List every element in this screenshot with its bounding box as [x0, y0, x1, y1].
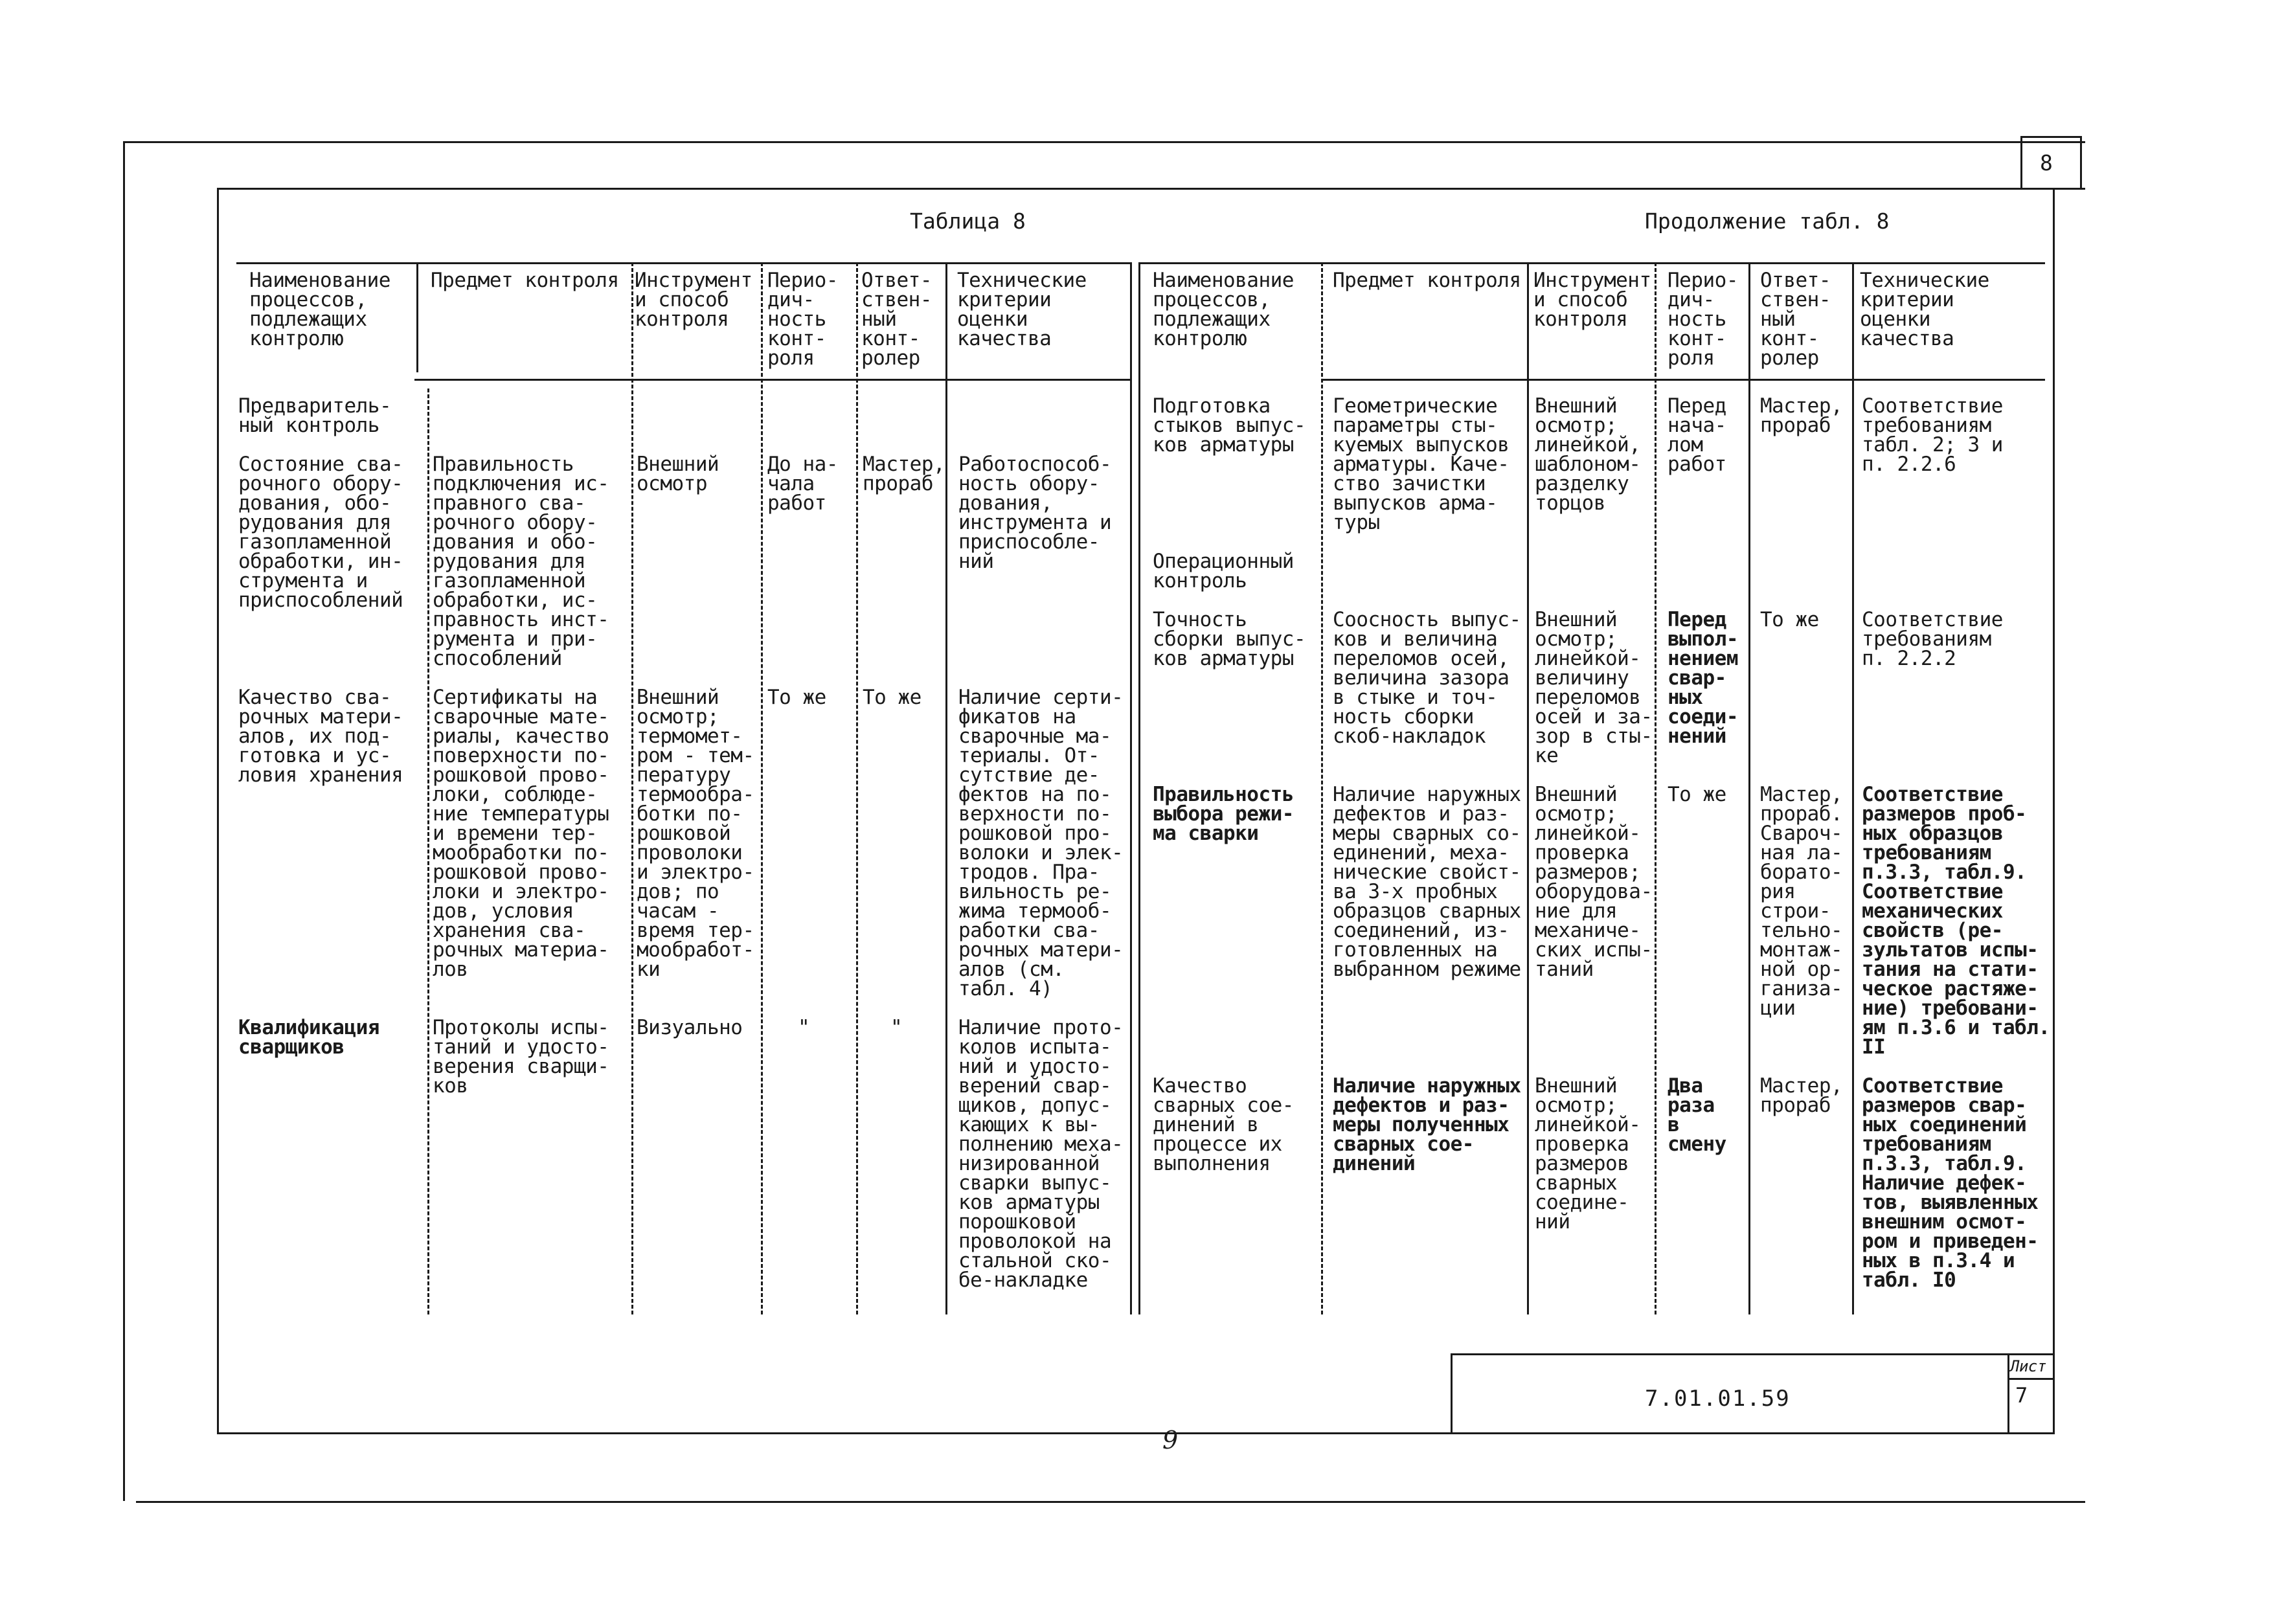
stamp-left-line — [1451, 1353, 1453, 1434]
stamp-sheet-label: Лист — [2010, 1357, 2046, 1375]
right-col-line-3 — [1655, 262, 1656, 1314]
left-header-period: Перио- дич- ность конт- роля — [767, 269, 838, 370]
right-col-line-1 — [1321, 262, 1323, 1314]
left-row3-subject: Протоколы испы- таний и удосто- верения сварщи- ков — [433, 1016, 609, 1098]
left-header-responsible: Ответ- ствен- ный конт- ролер — [861, 269, 932, 370]
right-row2-responsible: То же — [1760, 608, 1819, 631]
corner-box-top — [2020, 136, 2082, 138]
left-row1-process: Состояние сва- рочного обору- дования, обо- рудования для газопламенной обработки, ин- струмента и приспособлений — [238, 453, 403, 612]
right-row1-responsible: Мастер, прораб — [1760, 394, 1843, 437]
left-col-line-3 — [761, 262, 763, 1314]
right-header-process: Наименование процессов, подлежащих контролю — [1153, 269, 1294, 350]
left-row2-tool: Внешний осмотр; термомет- ром - тем- пературу термообра- ботки по- рошковой проволоки и электро- дов; по часам - время тер- мообработ- ки — [637, 686, 754, 981]
left-header-bottom-line — [414, 379, 1130, 381]
left-col-line-1b — [427, 389, 429, 1314]
right-table-caption: Продолжение табл. 8 — [1645, 209, 1890, 234]
right-row1-subject: Геометрические параметры сты- куемых выпусков арматуры. Каче- ство зачистки выпусков арма- туры — [1333, 394, 1509, 534]
right-row3-responsible: Мастер, прораб. Свароч- ная ла- борато- рия строи- тельно- монтаж- ной ор- ганиза- ции — [1760, 783, 1843, 1020]
right-section-operational: Операционный контроль — [1153, 550, 1294, 592]
left-col-line-5 — [945, 262, 947, 1314]
stamp-sheet-number: 7 — [2015, 1383, 2028, 1408]
left-row1-tool: Внешний осмотр — [637, 453, 719, 495]
stamp-sheet-divider — [2007, 1353, 2009, 1434]
right-row4-subject: Наличие наружных дефектов и раз- меры полученных сварных сое- динений — [1333, 1074, 1521, 1175]
right-row1-process: Подготовка стыков выпус- ков арматуры — [1153, 394, 1306, 457]
left-row3-period: " — [798, 1016, 810, 1039]
right-header-top-line — [1138, 262, 2045, 264]
inner-frame-top — [217, 188, 2085, 190]
left-row3-criteria: Наличие прото- колов испыта- ний и удосто- верений свар- щиков, допус- кающих к вы- полнению меха- низированной сварки выпус- ков арматуры порошковой проволокой на стальной ско- бе-накладке — [958, 1016, 1124, 1292]
right-row1-criteria: Соответствие требованиям табл. 2; 3 и п. 2.2.6 — [1862, 394, 2003, 476]
left-header-tool: Инструмент и способ контроля — [635, 269, 752, 331]
stamp-document-code: 7.01.01.59 — [1645, 1386, 1791, 1412]
left-col-line-1 — [416, 262, 418, 372]
inner-frame-right — [2053, 188, 2055, 1434]
left-header-subject: Предмет контроля — [431, 269, 619, 292]
right-row4-criteria: Соответствие размеров свар- ных соединений требованиям п.3.3, табл.9. Наличие дефек- тов, выявленных внешним осмот- ром и приведен- ных в п.3.4 и табл. I0 — [1862, 1074, 2039, 1292]
right-col-line-2 — [1527, 262, 1529, 1314]
left-row2-subject: Сертификаты на сварочные мате- риалы, качество поверхности по- рошковой прово- локи, соблюде- ние температуры и времени тер- мообработки по- рошковой прово- локи и электро- дов, условия хранения сва- рочных материа- лов — [433, 686, 609, 981]
right-row3-criteria: Соответствие размеров проб- ных образцов требованиям п.3.3, табл.9. Соответствие механических свойств (ре- зультатов испы- тания на стати- ческое растяже- ние) требовани- ям п.3.6 и табл. II — [1862, 783, 2050, 1059]
left-table-caption: Таблица 8 — [910, 209, 1026, 234]
inner-frame-bottom — [217, 1432, 2055, 1434]
right-header-responsible: Ответ- ствен- ный конт- ролер — [1760, 269, 1831, 370]
left-row3-tool: Визуально — [637, 1016, 743, 1039]
bottom-page-number: 9 — [1162, 1426, 1179, 1454]
right-col-line-4 — [1748, 262, 1750, 1314]
right-header-bottom-line — [1321, 379, 2045, 381]
left-row2-process: Качество сва- рочных матери- алов, их под- готовка и ус- ловия хранения — [238, 686, 403, 787]
right-row3-period: То же — [1668, 783, 1726, 806]
right-header-subject: Предмет контроля — [1333, 269, 1521, 292]
left-row1-period: До на- чала работ — [767, 453, 838, 515]
right-header-period: Перио- дич- ность конт- роля — [1668, 269, 1738, 370]
right-row3-process: Правильность выбора режи- ма сварки — [1153, 783, 1294, 845]
inner-frame-left — [217, 188, 219, 1434]
right-header-tool: Инструмент и способ контроля — [1533, 269, 1651, 331]
left-row3-responsible: " — [890, 1016, 903, 1039]
right-row3-subject: Наличие наружных дефектов и раз- меры сварных со- единений, меха- нические свойст- ва 3-х пробных образцов сварных соединений, из- готовленных на выбранном режиме — [1333, 783, 1521, 981]
left-row3-process: Квалификация сварщиков — [238, 1016, 379, 1059]
outer-frame-bottom — [136, 1501, 2085, 1503]
right-row2-tool: Внешний осмотр; линейкой- величину переломов осей и за- зор в сты- ке — [1535, 608, 1653, 767]
left-header-top-line — [236, 262, 1130, 264]
right-row4-responsible: Мастер, прораб — [1760, 1074, 1843, 1117]
right-row2-criteria: Соответствие требованиям п. 2.2.2 — [1862, 608, 2003, 670]
right-row1-period: Перед нача- лом работ — [1668, 394, 1726, 476]
left-row2-period: То же — [767, 686, 826, 709]
stamp-top-line — [1451, 1353, 2053, 1355]
outer-frame-top — [123, 141, 2085, 143]
left-row1-subject: Правильность подключения ис- правного сва- рочного обору- дования и обо- рудования для газопламенной обработки, ис- правность инст- румента и при- способлений — [433, 453, 609, 670]
left-col-line-2 — [631, 262, 633, 1314]
right-table-left-border — [1138, 262, 1140, 1314]
right-row2-period: Перед выпол- нением свар- ных соеди- нений — [1668, 608, 1738, 748]
left-section-preliminary: Предваритель- ный контроль — [238, 394, 392, 437]
left-row2-criteria: Наличие серти- фикатов на сварочные ма- териалы. От- сутствие де- фектов на по- верхности по- рошковой про- волоки и элек- тродов. Пра- вильность ре- жима термооб- работки сва- рочных матери- алов (см. табл. 4) — [958, 686, 1124, 1000]
corner-box-right — [2080, 136, 2082, 188]
left-table-right-border — [1130, 262, 1132, 1314]
left-row1-responsible: Мастер, прораб — [863, 453, 945, 495]
left-row2-responsible: То же — [863, 686, 922, 709]
corner-box-left — [2020, 136, 2022, 188]
right-col-line-5 — [1852, 262, 1854, 1314]
outer-frame-left — [123, 141, 125, 1501]
right-row4-period: Два раза в смену — [1668, 1074, 1726, 1156]
right-header-criteria: Технические критерии оценки качества — [1860, 269, 1989, 350]
right-row4-process: Качество сварных сое- динений в процессе их выполнения — [1153, 1074, 1294, 1175]
right-row1-tool: Внешний осмотр; линейкой, шаблоном- разделку торцов — [1535, 394, 1641, 515]
corner-page-number: 8 — [2040, 150, 2053, 175]
left-row1-criteria: Работоспособ- ность обору- дования, инструмента и приспособле- ний — [958, 453, 1112, 573]
stamp-sheet-mid — [2007, 1378, 2053, 1380]
right-row4-tool: Внешний осмотр; линейкой- проверка размеров сварных соедине- ний — [1535, 1074, 1641, 1234]
left-col-line-4 — [856, 262, 858, 1314]
left-header-criteria: Технические критерии оценки качества — [957, 269, 1087, 350]
left-header-process: Наименование процессов, подлежащих контролю — [249, 269, 390, 350]
right-row3-tool: Внешний осмотр; линейкой- проверка размеров; оборудова- ние для механиче- ских испы- таний — [1535, 783, 1653, 981]
right-row2-process: Точность сборки выпус- ков арматуры — [1153, 608, 1306, 670]
right-row2-subject: Соосность выпус- ков и величина переломов осей, величина зазора в стыке и точ- ность сборки скоб-накладок — [1333, 608, 1521, 748]
